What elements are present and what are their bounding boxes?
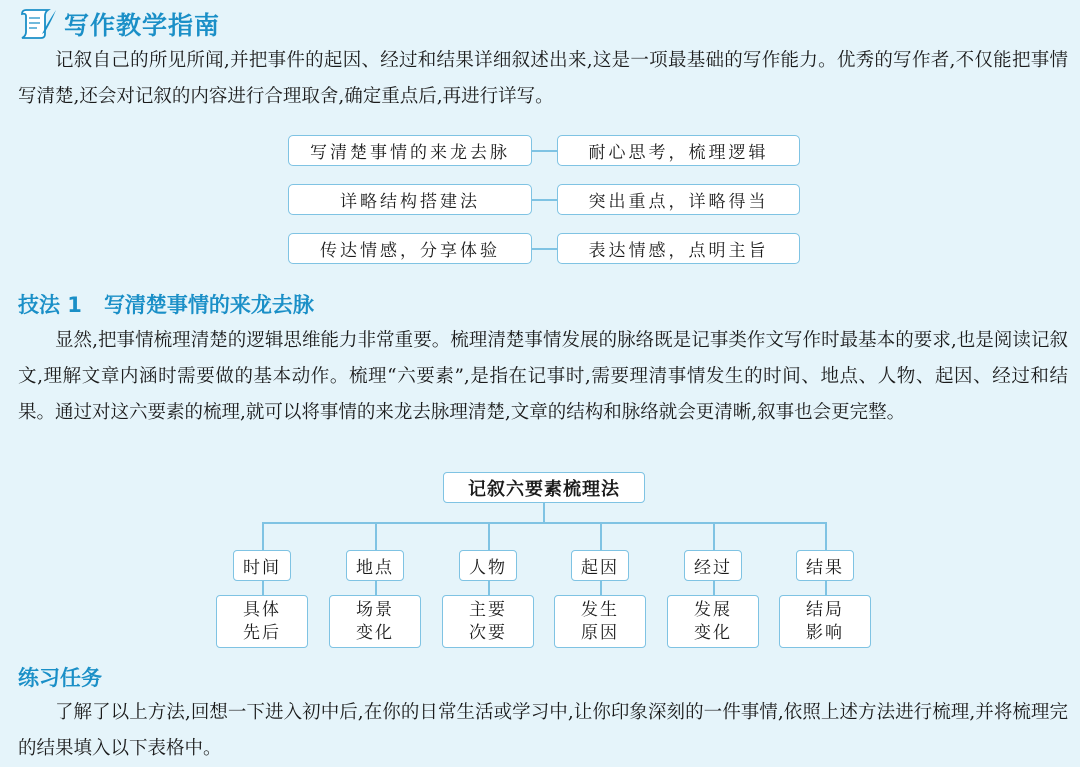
section-body: 显然,把事情梳理清楚的逻辑思维能力非常重要。梳理清楚事情发展的脉络既是记事类作文写作时最基本的要求,也是阅读记叙文,理解文章内涵时需要做的基本动作。梳理“六要素”,是指在记事时,需要理清事情发生的时间、地点、人物、起因、经过和结果。通过对这六要素的梳理,就可以将事情的来龙去脉理清楚,文章的结构和脉络就会更清晰,叙事也会更完整。 <box>18 330 1068 423</box>
tree-connector <box>825 581 827 595</box>
tree-root: 记叙六要素梳理法 <box>443 472 645 503</box>
element-detail-cause <box>554 595 646 648</box>
tree-connector <box>488 581 490 595</box>
detail-line: 影响 <box>806 622 844 643</box>
tree-connector <box>825 522 827 550</box>
detail-line: 场景 <box>356 599 394 620</box>
practice-heading: 练习任务 <box>18 666 102 690</box>
connector-line <box>532 199 557 201</box>
tree-connector <box>713 522 715 550</box>
technique-effect-3: 表达情感，点明主旨 <box>557 233 800 264</box>
element-detail-process <box>667 595 759 648</box>
element-time: 时间 <box>233 550 291 581</box>
tree-connector <box>262 581 264 595</box>
element-detail-place <box>329 595 421 648</box>
tree-connector <box>543 503 545 523</box>
technique-effect-1: 耐心思考，梳理逻辑 <box>557 135 800 166</box>
element-result: 结果 <box>796 550 854 581</box>
scroll-quill-icon <box>18 8 58 40</box>
tree-connector <box>375 522 377 550</box>
connector-line <box>532 248 557 250</box>
technique-method-3: 传达情感，分享体验 <box>288 233 532 264</box>
intro-paragraph: 记叙自己的所见所闻,并把事件的起因、经过和结果详细叙述出来,这是一项最基础的写作能力。优秀的写作者,不仅能把事情写清楚,还会对记叙的内容进行合理取舍,确定重点后,再进行详写。 <box>18 50 1068 107</box>
connector-line <box>532 150 557 152</box>
technique-method-2: 详略结构搭建法 <box>288 184 532 215</box>
detail-line: 原因 <box>581 622 619 643</box>
element-detail-people <box>442 595 534 648</box>
element-people: 人物 <box>459 550 517 581</box>
technique-method-1: 写清楚事情的来龙去脉 <box>288 135 532 166</box>
element-detail-result <box>779 595 871 648</box>
section-number: 技法 1 <box>18 293 82 317</box>
page-title: 写作教学指南 <box>64 11 221 40</box>
page-header <box>18 6 220 42</box>
detail-line: 变化 <box>356 622 394 643</box>
detail-line: 变化 <box>694 622 732 643</box>
detail-line: 发生 <box>581 599 619 620</box>
tree-connector <box>600 522 602 550</box>
practice-body: 了解了以上方法,回想一下进入初中后,在你的日常生活或学习中,让你印象深刻的一件事情,依照上述方法进行梳理,并将梳理完的结果填入以下表格中。 <box>18 702 1068 759</box>
detail-line: 次要 <box>469 622 507 643</box>
tree-branch-line <box>262 522 826 524</box>
element-detail-time <box>216 595 308 648</box>
section-heading <box>18 289 314 319</box>
detail-line: 结局 <box>806 599 844 620</box>
tree-connector <box>375 581 377 595</box>
tree-connector <box>713 581 715 595</box>
detail-line: 发展 <box>694 599 732 620</box>
detail-line: 具体 <box>243 599 281 620</box>
element-process: 经过 <box>684 550 742 581</box>
detail-line: 主要 <box>469 599 507 620</box>
element-cause: 起因 <box>571 550 629 581</box>
element-place: 地点 <box>346 550 404 581</box>
tree-connector <box>262 522 264 550</box>
technique-effect-2: 突出重点，详略得当 <box>557 184 800 215</box>
tree-connector <box>600 581 602 595</box>
tree-connector <box>488 522 490 550</box>
section-title: 写清楚事情的来龙去脉 <box>103 293 314 317</box>
detail-line: 先后 <box>243 622 281 643</box>
